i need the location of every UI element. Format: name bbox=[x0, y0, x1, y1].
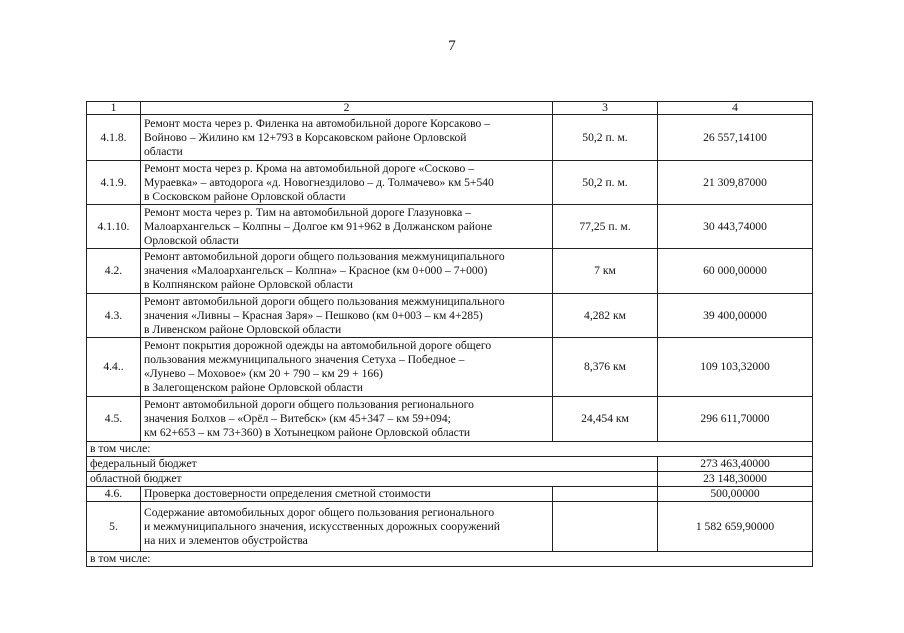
header-cell-3: 3 bbox=[553, 102, 658, 115]
item-cost: 500,00000 bbox=[658, 487, 813, 502]
item-number: 4.1.8. bbox=[87, 115, 141, 161]
federal-budget-row bbox=[87, 457, 813, 472]
description-line: Ремонт автомобильной дороги общего пользования межмуниципального bbox=[144, 250, 505, 263]
item-cost: 30 443,74000 bbox=[658, 205, 813, 249]
table-row bbox=[87, 249, 813, 294]
description-line: «Лунево – Моховое» (км 20 + 790 – км 29 + 166) bbox=[144, 367, 383, 380]
item-cost: 21 309,87000 bbox=[658, 161, 813, 205]
description-line: пользования межмуниципального значения Сетуха – Победное – bbox=[144, 353, 465, 366]
item-cost: 39 400,00000 bbox=[658, 294, 813, 338]
description-line: на них и элементов обустройства bbox=[144, 533, 308, 547]
item-number: 4.3. bbox=[87, 294, 141, 338]
table-row bbox=[87, 338, 813, 397]
page-number: 7 bbox=[448, 38, 456, 54]
item-cost: 26 557,14100 bbox=[658, 115, 813, 161]
item-cost: 109 103,32000 bbox=[658, 338, 813, 397]
header-cell-2: 2 bbox=[141, 102, 553, 115]
item-quantity: 50,2 п. м. bbox=[553, 161, 658, 205]
item-quantity: 24,454 км bbox=[553, 397, 658, 442]
item-quantity: 8,376 км bbox=[553, 338, 658, 397]
description-line: Ремонт моста через р. Филенка на автомобильной дороге Корсаково – bbox=[144, 116, 491, 130]
description-line: Орловской области bbox=[144, 233, 239, 247]
item-quantity: 77,25 п. м. bbox=[553, 205, 658, 249]
item-description bbox=[141, 487, 553, 502]
item-description bbox=[141, 397, 553, 442]
table-row bbox=[87, 115, 813, 161]
item-description bbox=[141, 294, 553, 338]
description-line: значения «Ливны – Красная Заря» – Пешково (км 0+003 – км 4+285) bbox=[144, 308, 483, 322]
description-line: Ремонт моста через р. Крома на автомобильной дороге «Сосково – bbox=[144, 161, 475, 175]
item-description bbox=[141, 338, 553, 397]
item-number: 4.2. bbox=[87, 249, 141, 294]
budget-source-label: областной бюджет bbox=[87, 472, 658, 487]
description-line: Ремонт автомобильной дороги общего пользования межмуниципального bbox=[144, 294, 505, 308]
item-number: 4.5. bbox=[87, 397, 141, 442]
description-line: в Ливенском районе Орловской области bbox=[144, 322, 342, 336]
description-line: значения Болхов – «Орёл – Витебск» (км 45+347 – км 59+094; bbox=[144, 412, 451, 425]
description-line: Мураевка» – автодорога «д. Новогнездилово – д. Толмачево» км 5+540 bbox=[144, 175, 494, 189]
including-label: в том числе: bbox=[87, 552, 813, 567]
description-line: значения «Малоархангельск – Колпна» – Красное (км 0+000 – 7+000) bbox=[144, 264, 488, 277]
item-quantity bbox=[553, 502, 658, 552]
including-row bbox=[87, 552, 813, 567]
description-line: Проверка достоверности определения сметной стоимости bbox=[144, 487, 431, 500]
budget-source-amount: 273 463,40000 bbox=[658, 457, 813, 472]
item-description bbox=[141, 249, 553, 294]
item-description bbox=[141, 502, 553, 552]
header-cell-1: 1 bbox=[87, 102, 141, 115]
description-line: Войново – Жилино км 12+793 в Корсаковском районе Орловской bbox=[144, 130, 467, 144]
table-row bbox=[87, 487, 813, 502]
description-line: Ремонт автомобильной дороги общего пользования регионального bbox=[144, 398, 474, 411]
description-line: км 62+653 – км 73+360) в Хотынецком районе Орловской области bbox=[144, 426, 471, 439]
table-header-row bbox=[87, 102, 813, 115]
item-quantity: 4,282 км bbox=[553, 294, 658, 338]
table-row bbox=[87, 205, 813, 249]
budget-source-amount: 23 148,30000 bbox=[658, 472, 813, 487]
item-number: 4.1.9. bbox=[87, 161, 141, 205]
item-cost: 60 000,00000 bbox=[658, 249, 813, 294]
regional-budget-row bbox=[87, 472, 813, 487]
item-description bbox=[141, 115, 553, 161]
item-description bbox=[141, 161, 553, 205]
description-line: и межмуниципального значения, искусственных дорожных сооружений bbox=[144, 519, 500, 533]
item-quantity bbox=[553, 487, 658, 502]
table-row bbox=[87, 502, 813, 552]
table-row bbox=[87, 397, 813, 442]
budget-table bbox=[86, 101, 813, 567]
description-line: в Сосковском районе Орловской области bbox=[144, 189, 346, 203]
including-label: в том числе: bbox=[87, 442, 813, 457]
item-number: 5. bbox=[87, 502, 141, 552]
description-line: Ремонт моста через р. Тим на автомобильной дороге Глазуновка – bbox=[144, 205, 472, 219]
budget-source-label: федеральный бюджет bbox=[87, 457, 658, 472]
item-quantity: 50,2 п. м. bbox=[553, 115, 658, 161]
header-cell-4: 4 bbox=[658, 102, 813, 115]
item-description bbox=[141, 205, 553, 249]
item-number: 4.1.10. bbox=[87, 205, 141, 249]
description-line: Ремонт покрытия дорожной одежды на автомобильной дороге общего bbox=[144, 339, 492, 352]
item-number: 4.4.. bbox=[87, 338, 141, 397]
table-row bbox=[87, 161, 813, 205]
item-number: 4.6. bbox=[87, 487, 141, 502]
including-row bbox=[87, 442, 813, 457]
item-quantity: 7 км bbox=[553, 249, 658, 294]
description-line: Содержание автомобильных дорог общего пользования регионального bbox=[144, 505, 495, 519]
description-line: области bbox=[144, 144, 183, 158]
description-line: в Колпнянском районе Орловской области bbox=[144, 278, 353, 291]
item-cost: 1 582 659,90000 bbox=[658, 502, 813, 552]
description-line: в Залегощенском районе Орловской области bbox=[144, 381, 363, 394]
item-cost: 296 611,70000 bbox=[658, 397, 813, 442]
description-line: Малоархангельск – Колпны – Долгое км 91+962 в Должанском районе bbox=[144, 219, 493, 233]
table-row bbox=[87, 294, 813, 338]
